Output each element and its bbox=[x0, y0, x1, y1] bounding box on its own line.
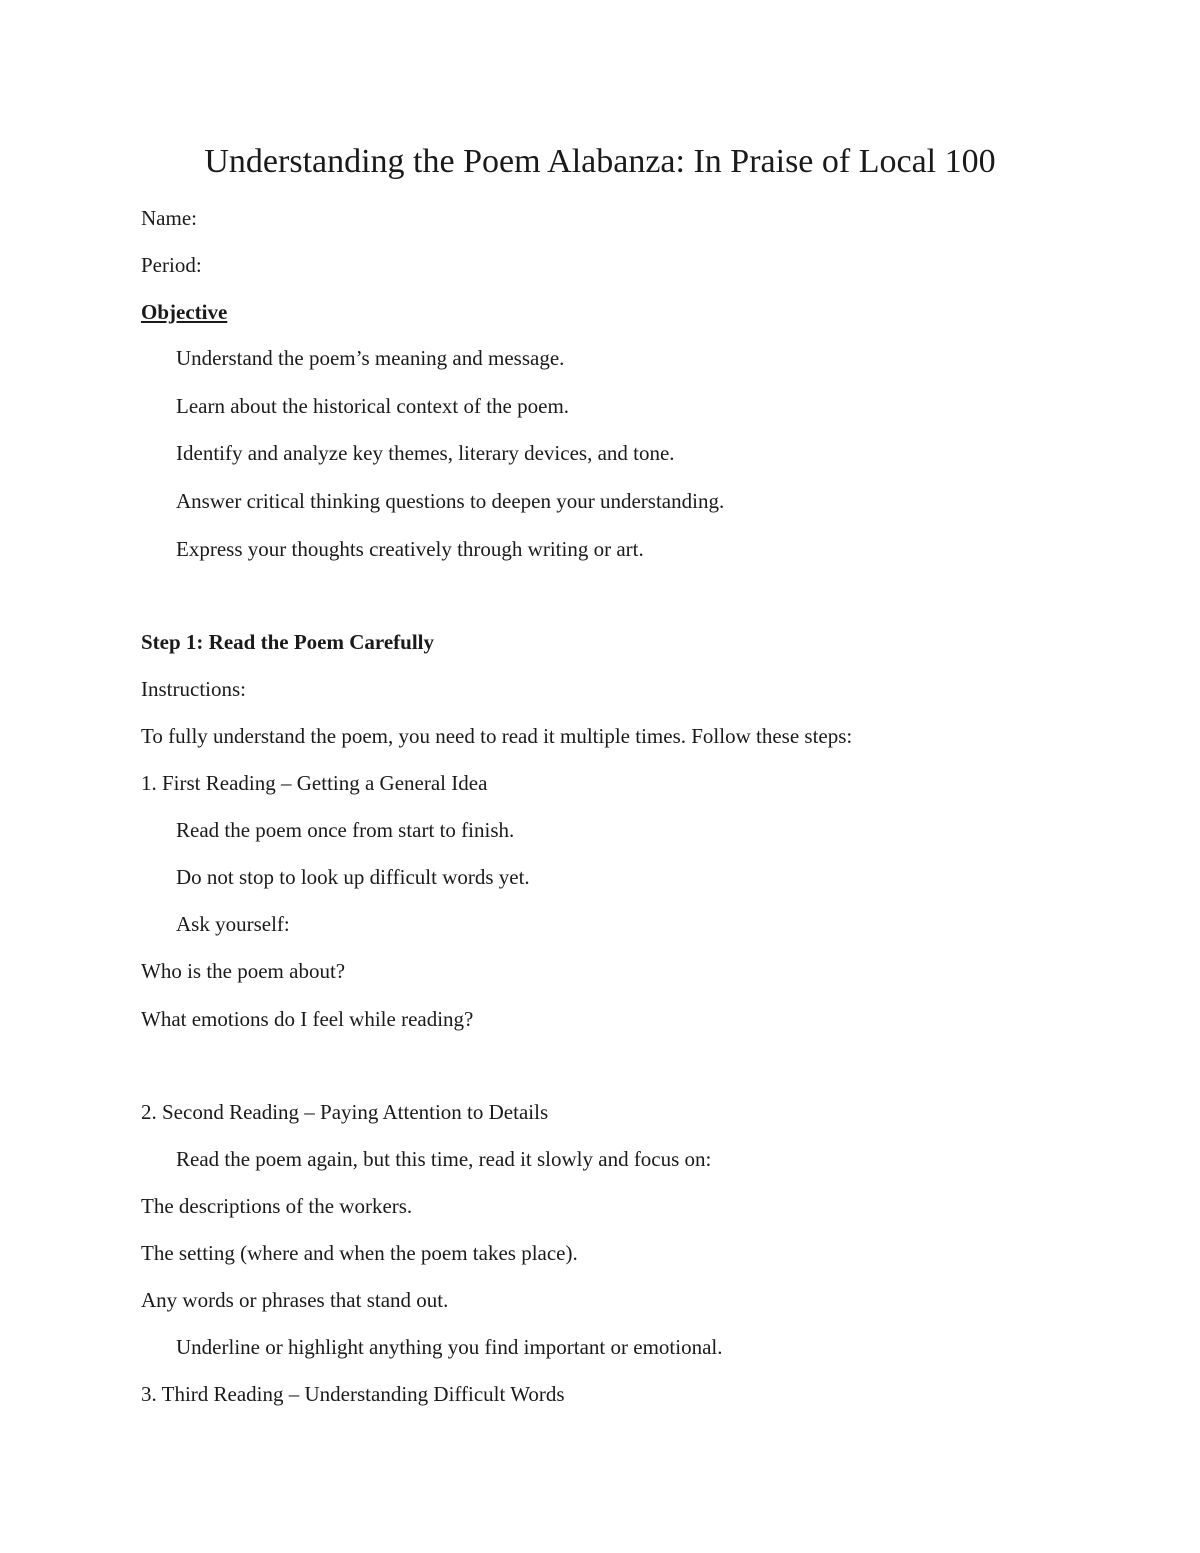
objective-item: Understand the poem’s meaning and message. bbox=[176, 346, 565, 370]
second-reading-point: The descriptions of the workers. bbox=[141, 1194, 413, 1218]
second-reading-focus: Read the poem again, but this time, read it slowly and focus on: bbox=[176, 1147, 712, 1171]
instructions-label: Instructions: bbox=[141, 677, 246, 701]
objective-item: Identify and analyze key themes, literary devices, and tone. bbox=[176, 441, 675, 465]
first-reading-item: Ask yourself: bbox=[176, 912, 290, 936]
first-reading-item: Read the poem once from start to finish. bbox=[176, 818, 515, 842]
page-title: Understanding the Poem Alabanza: In Praise of Local 100 bbox=[204, 143, 996, 180]
objective-item: Answer critical thinking questions to deepen your understanding. bbox=[176, 489, 725, 513]
name-field-label: Name: bbox=[141, 206, 197, 230]
first-reading-item: Do not stop to look up difficult words yet. bbox=[176, 865, 530, 889]
first-reading-question: What emotions do I feel while reading? bbox=[141, 1007, 474, 1031]
step1-intro: To fully understand the poem, you need to read it multiple times. Follow these steps: bbox=[141, 724, 853, 748]
objective-heading: Objective bbox=[141, 300, 228, 324]
objective-item: Learn about the historical context of the poem. bbox=[176, 394, 570, 418]
second-reading-title: 2. Second Reading – Paying Attention to Details bbox=[141, 1100, 549, 1124]
second-reading-point: The setting (where and when the poem takes place). bbox=[141, 1241, 578, 1265]
first-reading-question: Who is the poem about? bbox=[141, 959, 346, 983]
third-reading-title: 3. Third Reading – Understanding Difficult Words bbox=[141, 1382, 565, 1406]
second-reading-point: Any words or phrases that stand out. bbox=[141, 1288, 449, 1312]
objective-item: Express your thoughts creatively through writing or art. bbox=[176, 537, 644, 561]
first-reading-title: 1. First Reading – Getting a General Idea bbox=[141, 771, 488, 795]
second-reading-underline: Underline or highlight anything you find important or emotional. bbox=[176, 1335, 723, 1359]
step1-heading: Step 1: Read the Poem Carefully bbox=[141, 630, 434, 654]
period-field-label: Period: bbox=[141, 253, 202, 277]
